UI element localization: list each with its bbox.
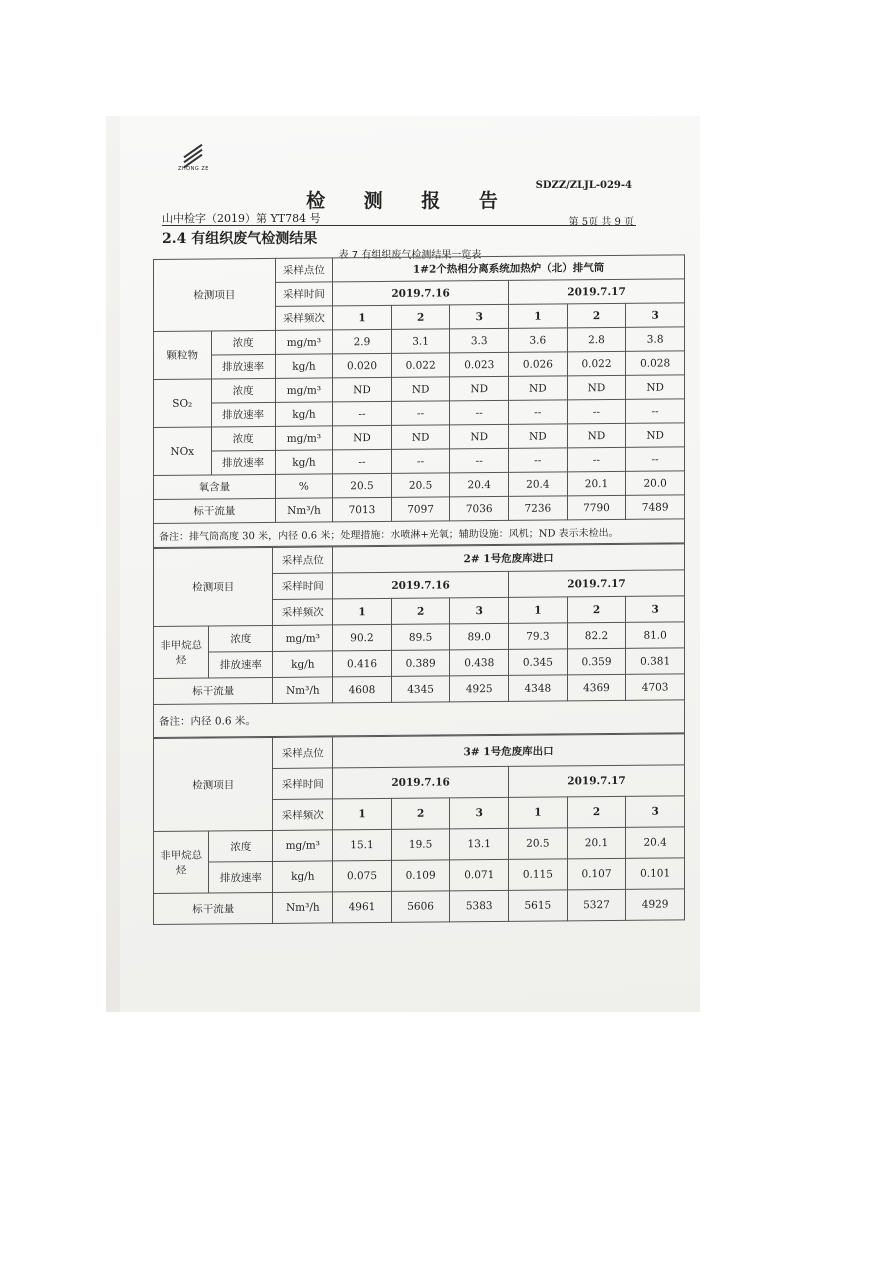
value-cell: ND bbox=[567, 375, 626, 400]
particulate-label: 颗粒物 bbox=[154, 331, 212, 380]
time-label: 采样时间 bbox=[273, 768, 333, 800]
freq-label: 采样频次 bbox=[275, 306, 333, 331]
freq-cell: 3 bbox=[450, 797, 509, 829]
unit-cell: kg/h bbox=[275, 450, 333, 475]
value-cell: -- bbox=[450, 400, 509, 425]
unit-cell: Nm³/h bbox=[275, 498, 333, 523]
value-cell: ND bbox=[333, 425, 392, 450]
value-cell: 0.022 bbox=[567, 351, 626, 376]
value-cell: ND bbox=[450, 376, 509, 401]
value-cell: 3.6 bbox=[509, 328, 568, 353]
value-cell: -- bbox=[333, 449, 392, 474]
value-cell: 20.1 bbox=[567, 827, 626, 859]
value-cell: 0.115 bbox=[509, 859, 568, 891]
value-cell: -- bbox=[567, 447, 626, 472]
value-cell: -- bbox=[567, 399, 626, 424]
results-table bbox=[153, 254, 685, 925]
value-cell: -- bbox=[626, 447, 685, 472]
page-number: 第 5页 共 9 页 bbox=[568, 217, 634, 228]
flow-label: 标干流量 bbox=[154, 892, 273, 924]
value-cell: 0.101 bbox=[626, 858, 685, 890]
logo-text: ZHONG ZE bbox=[178, 166, 209, 172]
unit-cell: kg/h bbox=[273, 861, 333, 893]
value-cell: 0.109 bbox=[391, 860, 450, 892]
value-cell: 0.020 bbox=[333, 353, 392, 378]
nmhc-label: 非甲烷总烃 bbox=[154, 626, 209, 678]
value-cell: -- bbox=[391, 449, 450, 474]
value-cell: 5327 bbox=[567, 889, 626, 921]
date-1: 2019.7.16 bbox=[333, 766, 509, 799]
value-cell: 89.5 bbox=[391, 624, 450, 651]
date-2: 2019.7.17 bbox=[509, 279, 685, 305]
value-cell: 3.1 bbox=[391, 329, 450, 354]
value-cell: 2.9 bbox=[333, 329, 392, 354]
value-cell: -- bbox=[391, 401, 450, 426]
freq-cell: 2 bbox=[391, 305, 450, 330]
conc-label: 浓度 bbox=[209, 830, 273, 862]
freq-cell: 3 bbox=[450, 597, 509, 624]
value-cell: 20.5 bbox=[509, 828, 568, 860]
point-label: 采样点位 bbox=[273, 547, 333, 574]
value-cell: 0.022 bbox=[391, 353, 450, 378]
freq-cell: 3 bbox=[450, 304, 509, 329]
value-cell: 0.438 bbox=[450, 649, 509, 676]
value-cell: 0.416 bbox=[333, 650, 392, 677]
value-cell: ND bbox=[626, 423, 685, 448]
sampling-point: 1#2个热相分离系统加热炉（北）排气筒 bbox=[333, 255, 685, 282]
item-header: 检测项目 bbox=[154, 258, 276, 331]
nmhc-label: 非甲烷总烃 bbox=[154, 831, 209, 893]
freq-cell: 2 bbox=[567, 303, 626, 328]
value-cell: ND bbox=[391, 425, 450, 450]
freq-cell: 2 bbox=[567, 796, 626, 828]
value-cell: ND bbox=[509, 376, 568, 401]
value-cell: 4925 bbox=[450, 675, 509, 702]
flow-label: 标干流量 bbox=[154, 498, 276, 523]
value-cell: -- bbox=[509, 400, 568, 425]
value-cell: 0.389 bbox=[391, 650, 450, 677]
value-cell: 5606 bbox=[391, 891, 450, 923]
value-cell: 3.3 bbox=[450, 328, 509, 353]
time-label: 采样时间 bbox=[275, 282, 333, 307]
value-cell: 3.8 bbox=[626, 327, 685, 352]
freq-cell: 1 bbox=[333, 305, 392, 330]
freq-cell: 1 bbox=[509, 797, 568, 829]
value-cell: -- bbox=[450, 448, 509, 473]
date-1: 2019.7.16 bbox=[333, 280, 509, 306]
rate-label: 排放速率 bbox=[209, 861, 273, 893]
value-cell: 0.075 bbox=[333, 860, 392, 892]
value-cell: 4608 bbox=[333, 676, 392, 703]
value-cell: ND bbox=[333, 377, 392, 402]
unit-cell: mg/m³ bbox=[275, 378, 333, 403]
report-title: 检 测 报 告 bbox=[306, 190, 514, 212]
table-1-note: 备注：排气筒高度 30 米，内径 0.6 米；处理措施：水喷淋+光氧；辅助设施：风机；ND 表示未检出。 bbox=[154, 519, 685, 548]
value-cell: -- bbox=[333, 401, 392, 426]
value-cell: 20.5 bbox=[391, 473, 450, 498]
value-cell: 7489 bbox=[626, 495, 685, 520]
freq-label: 采样频次 bbox=[273, 799, 333, 831]
value-cell: 5615 bbox=[509, 890, 568, 922]
table-2 bbox=[153, 543, 685, 738]
value-cell: 4348 bbox=[509, 675, 568, 702]
table-3 bbox=[153, 733, 685, 925]
unit-cell: % bbox=[275, 474, 333, 499]
conc-label: 浓度 bbox=[211, 378, 275, 403]
rate-label: 排放速率 bbox=[211, 354, 275, 379]
freq-cell: 1 bbox=[333, 798, 392, 830]
unit-cell: mg/m³ bbox=[273, 625, 333, 652]
unit-cell: kg/h bbox=[275, 354, 333, 379]
freq-cell: 3 bbox=[626, 796, 685, 828]
conc-label: 浓度 bbox=[211, 426, 275, 451]
value-cell: 7013 bbox=[333, 497, 392, 522]
value-cell: 4703 bbox=[626, 674, 685, 701]
section-heading: 2.4 有组织废气检测结果 bbox=[162, 231, 318, 247]
date-2: 2019.7.17 bbox=[509, 570, 685, 598]
table-caption: 表 7 有组织废气检测结果一览表 bbox=[338, 250, 482, 261]
item-header: 检测项目 bbox=[154, 737, 273, 831]
freq-cell: 2 bbox=[567, 596, 626, 623]
value-cell: 20.4 bbox=[450, 472, 509, 497]
unit-cell: Nm³/h bbox=[273, 892, 333, 924]
document-photo bbox=[106, 116, 700, 1012]
value-cell: 0.023 bbox=[450, 352, 509, 377]
value-cell: 4961 bbox=[333, 891, 392, 923]
table-2-note: 备注：内径 0.6 米。 bbox=[154, 700, 685, 738]
report-reference: 山中检字（2019）第 YT784 号 bbox=[162, 212, 321, 225]
sampling-point: 3# 1号危废库出口 bbox=[333, 734, 685, 768]
value-cell: 7236 bbox=[509, 496, 568, 521]
time-label: 采样时间 bbox=[273, 573, 333, 600]
value-cell: 0.071 bbox=[450, 859, 509, 891]
unit-cell: Nm³/h bbox=[273, 677, 333, 704]
freq-cell: 1 bbox=[333, 598, 392, 625]
rate-label: 排放速率 bbox=[211, 402, 275, 427]
value-cell: 20.5 bbox=[333, 473, 392, 498]
unit-cell: mg/m³ bbox=[273, 830, 333, 862]
value-cell: 0.107 bbox=[567, 858, 626, 890]
freq-cell: 2 bbox=[391, 598, 450, 625]
value-cell: 20.4 bbox=[626, 827, 685, 859]
value-cell: 81.0 bbox=[626, 622, 685, 649]
conc-label: 浓度 bbox=[209, 625, 273, 652]
unit-cell: kg/h bbox=[275, 402, 333, 427]
value-cell: 20.1 bbox=[567, 471, 626, 496]
unit-cell: mg/m³ bbox=[275, 426, 333, 451]
report-page bbox=[120, 116, 700, 1012]
value-cell: ND bbox=[450, 424, 509, 449]
value-cell: 7790 bbox=[567, 495, 626, 520]
freq-cell: 3 bbox=[626, 303, 685, 328]
value-cell: 89.0 bbox=[450, 623, 509, 650]
value-cell: 79.3 bbox=[509, 623, 568, 650]
point-label: 采样点位 bbox=[273, 737, 333, 769]
value-cell: ND bbox=[567, 423, 626, 448]
unit-cell: mg/m³ bbox=[275, 330, 333, 355]
rate-label: 排放速率 bbox=[211, 450, 275, 475]
sampling-point: 2# 1号危废库进口 bbox=[333, 544, 685, 573]
point-label: 采样点位 bbox=[275, 258, 333, 283]
value-cell: 0.026 bbox=[509, 352, 568, 377]
value-cell: ND bbox=[391, 377, 450, 402]
unit-cell: kg/h bbox=[273, 651, 333, 678]
table-1 bbox=[153, 254, 685, 548]
value-cell: 15.1 bbox=[333, 829, 392, 861]
freq-label: 采样频次 bbox=[273, 599, 333, 626]
value-cell: 5383 bbox=[450, 890, 509, 922]
value-cell: 0.359 bbox=[567, 648, 626, 675]
value-cell: 90.2 bbox=[333, 624, 392, 651]
nox-label: NOx bbox=[154, 427, 212, 476]
value-cell: ND bbox=[626, 375, 685, 400]
freq-cell: 1 bbox=[509, 597, 568, 624]
value-cell: 20.4 bbox=[509, 472, 568, 497]
document-code: SDZZ/ZLJL-029-4 bbox=[535, 180, 632, 191]
value-cell: 20.0 bbox=[626, 471, 685, 496]
so2-label: SO₂ bbox=[154, 379, 212, 428]
freq-cell: 3 bbox=[626, 596, 685, 623]
value-cell: 4369 bbox=[567, 674, 626, 701]
value-cell: 4345 bbox=[391, 676, 450, 703]
rate-label: 排放速率 bbox=[209, 651, 273, 678]
value-cell: 82.2 bbox=[567, 622, 626, 649]
value-cell: 0.345 bbox=[509, 649, 568, 676]
value-cell: 0.381 bbox=[626, 648, 685, 675]
flow-label: 标干流量 bbox=[154, 677, 273, 704]
freq-cell: 1 bbox=[509, 304, 568, 329]
value-cell: 19.5 bbox=[391, 829, 450, 861]
value-cell: ND bbox=[509, 424, 568, 449]
date-2: 2019.7.17 bbox=[509, 765, 685, 798]
date-1: 2019.7.16 bbox=[333, 571, 509, 599]
value-cell: 0.028 bbox=[626, 351, 685, 376]
oxygen-label: 氧含量 bbox=[154, 474, 276, 499]
freq-cell: 2 bbox=[391, 798, 450, 830]
value-cell: 7097 bbox=[391, 497, 450, 522]
value-cell: -- bbox=[509, 448, 568, 473]
value-cell: -- bbox=[626, 399, 685, 424]
conc-label: 浓度 bbox=[211, 330, 275, 355]
value-cell: 4929 bbox=[626, 889, 685, 921]
item-header: 检测项目 bbox=[154, 547, 273, 626]
header-divider bbox=[162, 225, 636, 226]
value-cell: 13.1 bbox=[450, 828, 509, 860]
value-cell: 7036 bbox=[450, 496, 509, 521]
value-cell: 2.8 bbox=[567, 327, 626, 352]
